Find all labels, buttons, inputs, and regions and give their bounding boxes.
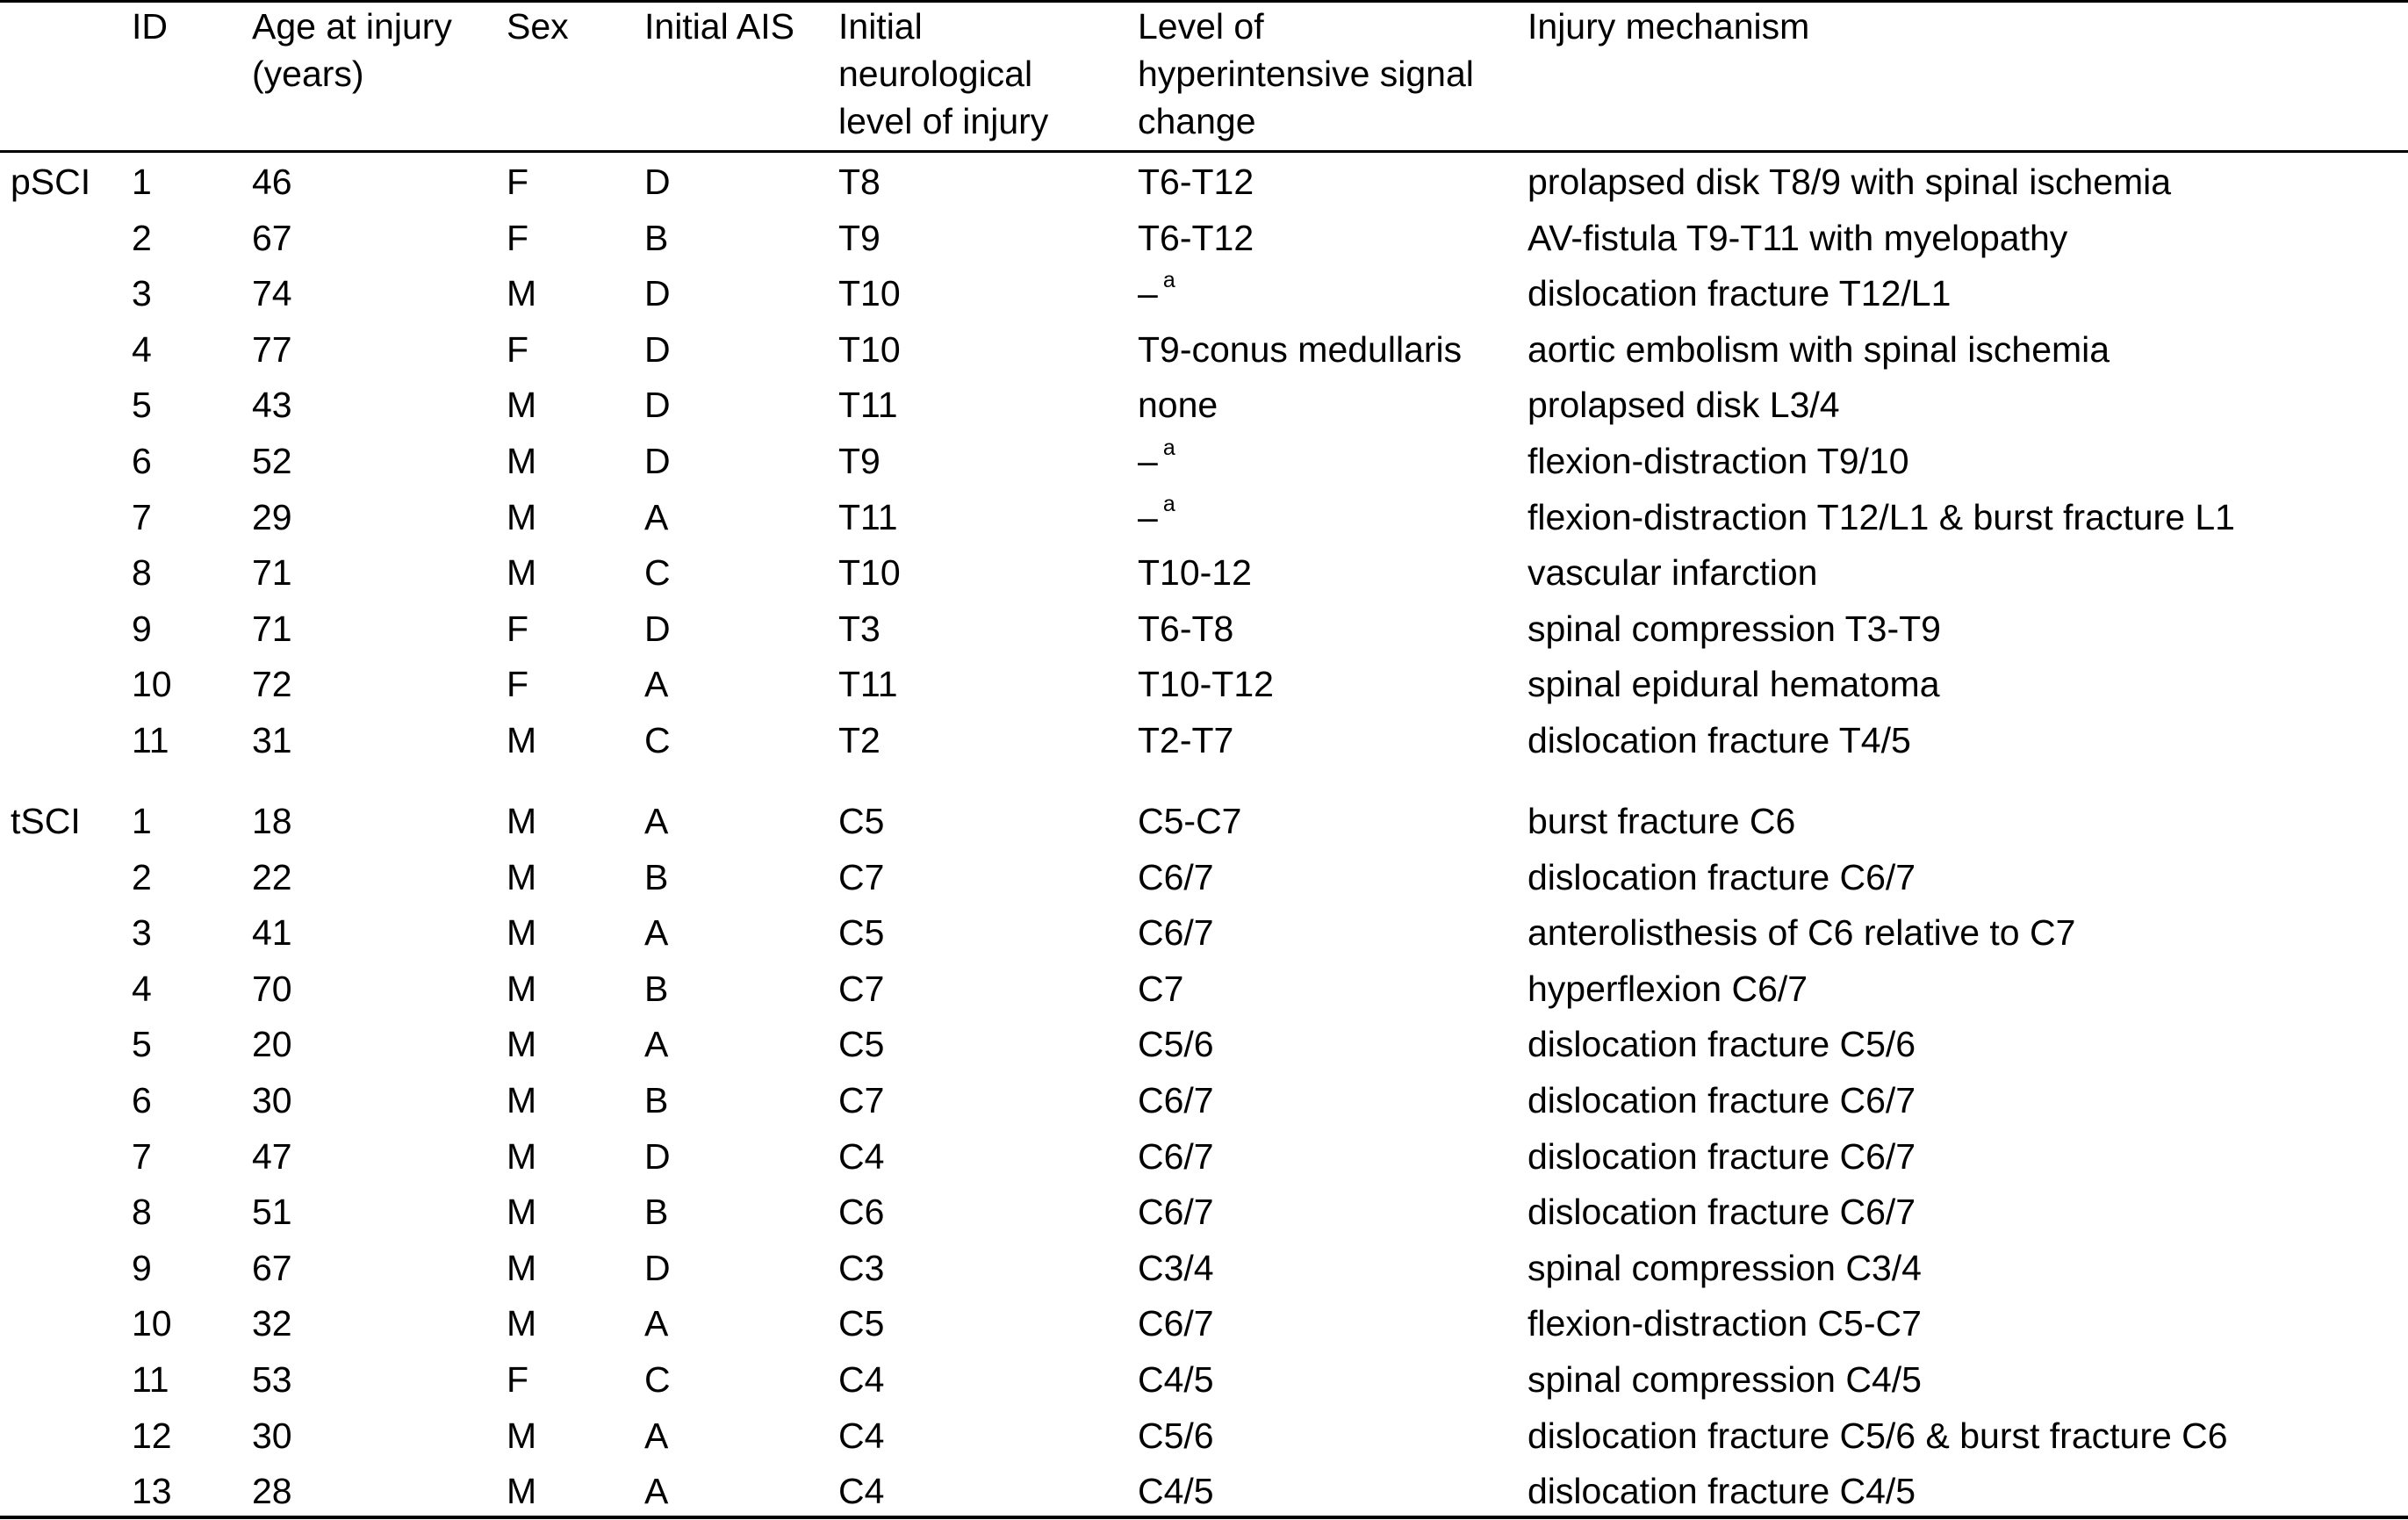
header-level-line3: change [1138, 101, 1256, 141]
group-label: pSCI [11, 162, 91, 202]
cell-sex: M [507, 720, 537, 760]
cell-age: 67 [252, 218, 292, 258]
cell-nli: C7 [838, 1080, 885, 1120]
cell-sex: M [507, 1024, 537, 1064]
cell-id: 10 [132, 1303, 172, 1344]
cell-level [1138, 270, 1175, 317]
cell-ais: B [644, 857, 669, 897]
cell-sex: M [507, 969, 537, 1009]
cell-sex: F [507, 218, 529, 258]
cell-ais: B [644, 218, 669, 258]
cell-nli: C5 [838, 1024, 885, 1064]
cell-age: 18 [252, 801, 292, 841]
cell-ais: A [644, 1303, 669, 1344]
cell-sex: F [507, 162, 529, 202]
cell-age: 47 [252, 1136, 292, 1177]
cell-mechanism: vascular infarction [1527, 552, 1818, 593]
cell-level: T10-T12 [1138, 664, 1274, 704]
cell-id: 4 [132, 329, 152, 370]
header-ais: Initial AIS [644, 6, 794, 47]
cell-nli: T8 [838, 162, 881, 202]
cell-mechanism: dislocation fracture C6/7 [1527, 1136, 1916, 1177]
header-id: ID [132, 6, 168, 47]
cell-id: 9 [132, 609, 152, 649]
cell-ais: A [644, 664, 669, 704]
cell-mechanism: dislocation fracture C5/6 & burst fracture C6 [1527, 1416, 2228, 1456]
cell-id: 11 [132, 720, 169, 760]
cell-mechanism: AV-fistula T9-T11 with myelopathy [1527, 218, 2068, 258]
cell-level: C5/6 [1138, 1416, 1214, 1456]
cell-id: 1 [132, 162, 152, 202]
cell-ais: A [644, 497, 669, 537]
cell-ais: A [644, 912, 669, 953]
cell-id: 6 [132, 441, 152, 481]
cell-age: 28 [252, 1471, 292, 1511]
cell-level: none [1138, 385, 1218, 425]
cell-age: 70 [252, 969, 292, 1009]
cell-mechanism: flexion-distraction T12/L1 & burst fracture L1 [1527, 497, 2235, 537]
cell-age: 71 [252, 552, 292, 593]
cell-nli: T11 [838, 385, 898, 425]
cell-id: 9 [132, 1248, 152, 1288]
cell-sex: F [507, 1359, 529, 1400]
cell-age: 20 [252, 1024, 292, 1064]
cell-nli: T10 [838, 552, 901, 593]
cell-level: C6/7 [1138, 1080, 1214, 1120]
cell-id: 1 [132, 801, 152, 841]
cell-level: T10-12 [1138, 552, 1252, 593]
cell-nli: C6 [838, 1192, 885, 1232]
cell-mechanism: spinal compression C4/5 [1527, 1359, 1922, 1400]
cell-ais: A [644, 1471, 669, 1511]
cell-level: C3/4 [1138, 1248, 1214, 1288]
cell-nli: C3 [838, 1248, 885, 1288]
cell-sex: M [507, 1248, 537, 1288]
header-nli-line1: Initial [838, 6, 923, 47]
cell-age: 41 [252, 912, 292, 953]
cell-age: 30 [252, 1416, 292, 1456]
cell-mechanism: dislocation fracture C5/6 [1527, 1024, 1916, 1064]
cell-age: 32 [252, 1303, 292, 1344]
cell-nli: T11 [838, 664, 898, 704]
cell-ais: D [644, 329, 671, 370]
cell-ais: C [644, 720, 671, 760]
cell-ais: D [644, 385, 671, 425]
cell-mechanism: flexion-distraction T9/10 [1527, 441, 1909, 481]
cell-level: C4/5 [1138, 1471, 1214, 1511]
cell-nli: T9 [838, 441, 881, 481]
header-age-line1: Age at injury [252, 6, 452, 47]
cell-level: C6/7 [1138, 1303, 1214, 1344]
cell-sex: M [507, 1471, 537, 1511]
cell-nli: T2 [838, 720, 881, 760]
cell-nli: C4 [838, 1416, 885, 1456]
cell-level: T6-T8 [1138, 609, 1234, 649]
header-bottom-rule [0, 150, 2408, 153]
cell-ais: D [644, 273, 671, 313]
cell-id: 3 [132, 912, 152, 953]
cell-age: 72 [252, 664, 292, 704]
cell-level: C7 [1138, 969, 1184, 1009]
cell-level [1138, 437, 1175, 485]
cell-sex: M [507, 441, 537, 481]
cell-id: 11 [132, 1359, 169, 1400]
cell-age: 52 [252, 441, 292, 481]
cell-level [1138, 493, 1175, 541]
cell-sex: M [507, 1080, 537, 1120]
cell-sex: F [507, 609, 529, 649]
cell-id: 7 [132, 497, 152, 537]
cell-ais: A [644, 1024, 669, 1064]
cell-age: 77 [252, 329, 292, 370]
cell-level: C5/6 [1138, 1024, 1214, 1064]
cell-age: 43 [252, 385, 292, 425]
cell-sex: F [507, 664, 529, 704]
cell-mechanism: dislocation fracture T4/5 [1527, 720, 1911, 760]
header-level-line1: Level of [1138, 6, 1264, 47]
cell-age: 29 [252, 497, 292, 537]
cell-nli: T3 [838, 609, 881, 649]
group-label: tSCI [11, 801, 81, 841]
cell-ais: B [644, 1192, 669, 1232]
cell-ais: D [644, 162, 671, 202]
cell-nli: T10 [838, 329, 901, 370]
cell-ais: B [644, 969, 669, 1009]
cell-sex: M [507, 1192, 537, 1232]
header-nli-line3: level of injury [838, 101, 1049, 141]
footnote-marker: a [1162, 436, 1175, 461]
cell-id: 2 [132, 857, 152, 897]
header-mechanism: Injury mechanism [1527, 6, 1810, 47]
cell-id: 4 [132, 969, 152, 1009]
cell-nli: C7 [838, 969, 885, 1009]
cell-nli: C5 [838, 1303, 885, 1344]
cell-age: 51 [252, 1192, 292, 1232]
header-nli [838, 3, 1048, 145]
cell-age: 71 [252, 609, 292, 649]
cell-nli: C4 [838, 1136, 885, 1177]
cell-sex: M [507, 1303, 537, 1344]
cell-ais: C [644, 1359, 671, 1400]
cell-nli: C5 [838, 801, 885, 841]
cell-age: 67 [252, 1248, 292, 1288]
cell-nli: T9 [838, 218, 881, 258]
cell-level: T6-T12 [1138, 218, 1254, 258]
cell-level: C6/7 [1138, 1136, 1214, 1177]
cell-id: 3 [132, 273, 152, 313]
cell-id: 2 [132, 218, 152, 258]
cell-ais: D [644, 609, 671, 649]
cell-id: 5 [132, 1024, 152, 1064]
header-level-line2: hyperintensive signal [1138, 54, 1474, 94]
cell-id: 10 [132, 664, 172, 704]
cell-sex: M [507, 801, 537, 841]
cell-level: C5-C7 [1138, 801, 1242, 841]
cell-id: 12 [132, 1416, 172, 1456]
cell-level: C6/7 [1138, 857, 1214, 897]
footnote-marker: a [1162, 268, 1175, 293]
cell-ais: D [644, 441, 671, 481]
header-age-line2: (years) [252, 54, 364, 94]
cell-ais: A [644, 1416, 669, 1456]
cell-nli: C4 [838, 1471, 885, 1511]
cell-id: 13 [132, 1471, 172, 1511]
cell-mechanism: spinal epidural hematoma [1527, 664, 1940, 704]
cell-age: 74 [252, 273, 292, 313]
cell-id: 8 [132, 552, 152, 593]
cell-nli: C4 [838, 1359, 885, 1400]
header-level [1138, 3, 1474, 145]
cell-level: C6/7 [1138, 1192, 1214, 1232]
cell-level-value: – [1138, 273, 1158, 313]
cell-nli: T11 [838, 497, 898, 537]
cell-sex: M [507, 273, 537, 313]
cell-level: C4/5 [1138, 1359, 1214, 1400]
cell-nli: C5 [838, 912, 885, 953]
cell-level-value: – [1138, 497, 1158, 537]
cell-mechanism: anterolisthesis of C6 relative to C7 [1527, 912, 2076, 953]
cell-level: T2-T7 [1138, 720, 1234, 760]
cell-age: 53 [252, 1359, 292, 1400]
cell-sex: M [507, 857, 537, 897]
cell-nli: T10 [838, 273, 901, 313]
cell-ais: A [644, 801, 669, 841]
cell-ais: D [644, 1136, 671, 1177]
cell-ais: B [644, 1080, 669, 1120]
cell-mechanism: spinal compression T3-T9 [1527, 609, 1941, 649]
cell-level: C6/7 [1138, 912, 1214, 953]
cell-id: 5 [132, 385, 152, 425]
cell-level: T6-T12 [1138, 162, 1254, 202]
header-nli-line2: neurological [838, 54, 1033, 94]
cell-id: 6 [132, 1080, 152, 1120]
cell-sex: M [507, 912, 537, 953]
cell-id: 7 [132, 1136, 152, 1177]
cell-ais: C [644, 552, 671, 593]
cell-nli: C7 [838, 857, 885, 897]
cell-mechanism: burst fracture C6 [1527, 801, 1796, 841]
cell-mechanism: flexion-distraction C5-C7 [1527, 1303, 1922, 1344]
cell-age: 30 [252, 1080, 292, 1120]
cell-mechanism: dislocation fracture C6/7 [1527, 857, 1916, 897]
cell-mechanism: dislocation fracture C4/5 [1527, 1471, 1916, 1511]
cell-mechanism: spinal compression C3/4 [1527, 1248, 1922, 1288]
cell-sex: M [507, 385, 537, 425]
cell-level-value: – [1138, 441, 1158, 481]
cell-sex: F [507, 329, 529, 370]
cell-mechanism: aortic embolism with spinal ischemia [1527, 329, 2110, 370]
header-age [252, 3, 452, 97]
cell-sex: M [507, 1416, 537, 1456]
cell-age: 31 [252, 720, 292, 760]
cell-mechanism: dislocation fracture C6/7 [1527, 1080, 1916, 1120]
cell-sex: M [507, 497, 537, 537]
cell-mechanism: dislocation fracture C6/7 [1527, 1192, 1916, 1232]
cell-age: 46 [252, 162, 292, 202]
cell-mechanism: prolapsed disk L3/4 [1527, 385, 1840, 425]
cell-sex: M [507, 552, 537, 593]
cell-mechanism: dislocation fracture T12/L1 [1527, 273, 1952, 313]
cell-level: T9-conus medullaris [1138, 329, 1463, 370]
table-bottom-rule [0, 1516, 2408, 1519]
cell-ais: D [644, 1248, 671, 1288]
cell-mechanism: prolapsed disk T8/9 with spinal ischemia [1527, 162, 2172, 202]
header-sex: Sex [507, 6, 569, 47]
cell-id: 8 [132, 1192, 152, 1232]
cell-sex: M [507, 1136, 537, 1177]
footnote-marker: a [1162, 492, 1175, 517]
cell-age: 22 [252, 857, 292, 897]
cell-mechanism: hyperflexion C6/7 [1527, 969, 1808, 1009]
